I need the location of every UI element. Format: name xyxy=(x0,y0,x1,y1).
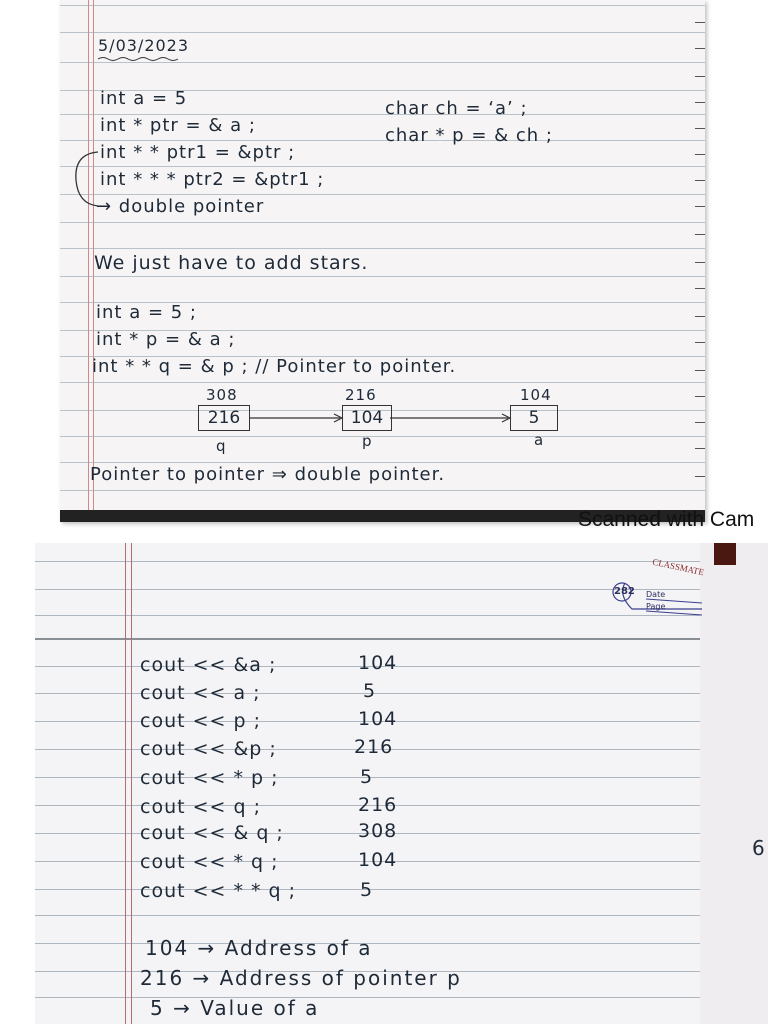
q-address: 308 xyxy=(206,386,238,404)
q-name: q xyxy=(216,437,227,455)
cout-row-3-output: 104 xyxy=(358,708,398,730)
cout-row-1-code: cout << &a ; xyxy=(140,654,277,676)
decl-line-3: int * * ptr1 = &ptr ; xyxy=(100,142,296,163)
margin-mark: 6 xyxy=(752,836,765,860)
cout-row-7-code: cout << & q ; xyxy=(140,822,284,844)
page-date: 5/03/2023 xyxy=(98,36,190,55)
pointer-arrows xyxy=(248,410,513,426)
page-right-strip xyxy=(700,543,768,1024)
date-underline xyxy=(98,56,180,62)
cout-row-7-output: 308 xyxy=(358,820,398,842)
date-label: Date xyxy=(646,590,666,599)
cout-row-8-code: cout << * q ; xyxy=(140,851,279,873)
example-line-1: int a = 5 ; xyxy=(96,302,197,323)
cout-row-2-output: 5 xyxy=(363,680,377,702)
bracket-arrow xyxy=(70,150,100,208)
scanner-watermark: Scanned with Cam xyxy=(578,508,755,531)
cout-row-8-output: 104 xyxy=(358,849,398,871)
brand-label: CLASSMATE xyxy=(651,556,705,578)
cout-row-3-code: cout << p ; xyxy=(140,710,261,732)
stars-note: We just have to add stars. xyxy=(94,252,369,274)
example-line-2: int * p = & a ; xyxy=(96,329,236,350)
char-line-2: char * p = & ch ; xyxy=(385,125,553,146)
double-pointer-note: → double pointer xyxy=(96,196,265,217)
cout-row-6-output: 216 xyxy=(358,794,398,816)
p-cell: 104 xyxy=(342,405,392,431)
char-line-1: char ch = ‘a’ ; xyxy=(385,98,528,119)
cout-row-6-code: cout << q ; xyxy=(140,796,261,818)
p-name: p xyxy=(362,432,373,450)
cout-row-9-code: cout << * * q ; xyxy=(140,880,297,902)
note-line-3: 5 → Value of a xyxy=(150,996,320,1020)
example-line-3: int * * q = & p ; // Pointer to pointer. xyxy=(92,356,457,377)
a-name: a xyxy=(534,431,545,449)
binding-corner xyxy=(714,543,736,565)
decl-line-1: int a = 5 xyxy=(100,88,188,109)
page-number: 282 xyxy=(614,586,635,597)
note-line-1: 104 → Address of a xyxy=(145,936,373,960)
decl-line-2: int * ptr = & a ; xyxy=(100,115,256,136)
cout-row-1-output: 104 xyxy=(358,652,398,674)
q-cell: 216 xyxy=(198,405,250,431)
cout-row-2-code: cout << a ; xyxy=(140,682,261,704)
cout-row-4-code: cout << &p ; xyxy=(140,738,277,760)
notebook-page-top xyxy=(60,0,705,522)
conclusion-line: Pointer to pointer ⇒ double pointer. xyxy=(90,464,446,485)
cout-row-9-output: 5 xyxy=(360,879,374,901)
note-line-2: 216 → Address of pointer p xyxy=(140,966,462,990)
page-label: Page xyxy=(646,602,666,611)
cout-row-5-code: cout << * p ; xyxy=(140,767,279,789)
p-address: 216 xyxy=(345,386,377,404)
cout-row-4-output: 216 xyxy=(354,736,394,758)
a-cell: 5 xyxy=(510,405,558,431)
a-address: 104 xyxy=(520,386,552,404)
cout-row-5-output: 5 xyxy=(360,766,374,788)
decl-line-4: int * * * ptr2 = &ptr1 ; xyxy=(100,169,325,190)
